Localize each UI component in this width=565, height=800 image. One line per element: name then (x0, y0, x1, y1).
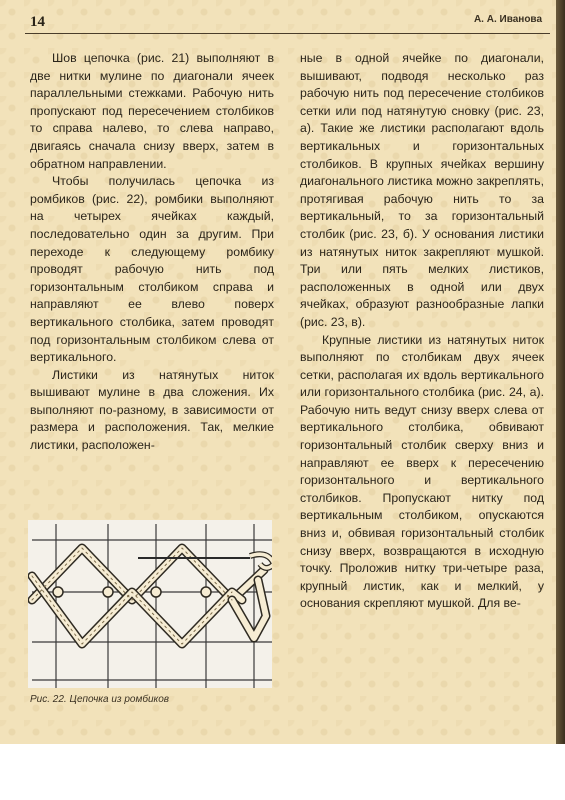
paragraph-small-leaves: ные в одной ячейке по диагонали, вышивают, подводя несколько раз рабочую нить под пересечение столбиков сетки или под натянутую сновку (рис. 23, а). Такие же листики располагают вдоль вертикальных и горизонтальных столбиков. В крупных ячейках вершину диагонального листика можно закреплять, протягивая рабочую нить то за вертикальный, то за горизонтальный столбик (рис. 23, б). У основания листики из натянутых ниток закрепляют мушкой. Три или пять мелких листиков, расположенных в одной или двух ячейках, образуют разнообразные лапки (рис. 23, в). (300, 51, 544, 329)
running-head-author: А. А. Иванова (473, 14, 542, 25)
right-column (300, 50, 544, 613)
paragraph-large-leaves: Крупные листики из натянутых ниток выполняют по столбикам двух ячеек сетки, располагая их вдоль вертикального или горизонтального столбика (рис. 24, а). Рабочую нить ведут снизу вверх слева от вертикального столбика, обвивают горизонтальный столбик сверху вниз и направляют ее вверх к пересечению горизонтального и вертикального столбиков. Пропускают нитку под вертикальным столбиком, опускаются вниз и, обвивая горизонтальный столбик снизу вверх, возвращаются в исходную точку. Проложив нитку три-четыре раза, крупный листик, как и мелкий, у основания скрепляют мушкой. Для ве- (300, 332, 544, 611)
left-column (30, 50, 274, 455)
figure-diamond-chain-illustration (28, 520, 272, 688)
header-rule (25, 33, 550, 34)
paragraph-leaves-intro: Листики из натянутых ниток вышивают мулине в два сложения. Их выполняют по-разному, в зависимости от размера и расположения. Так, мелкие листики, расположен- (30, 367, 274, 453)
paragraph-diamond-chain: Чтобы получилась цепочка из ромбиков (рис. 22), ромбики выполняют на четырех ячейках каждый, последовательно один за другим. При переходе к следующему ромбику проводят рабочую нить под горизонтальным столбиком справа и направляют ее влево поверх вертикального столбика, затем проводят под горизонтальным столбиком слева от вертикального. (30, 174, 274, 365)
figure-caption: Рис. 22. Цепочка из ромбиков (30, 694, 170, 705)
book-spine-edge (556, 0, 565, 744)
page-number: 14 (30, 14, 45, 30)
paragraph-chain-stitch: Шов цепочка (рис. 21) выполняют в две нитки мулине по диагонали ячеек параллельными стежками. Рабочую нить пропускают под пересечением столбиков то справа налево, то слева направо, двигаясь сначала снизу вверх, затем в обратном направлении. (30, 51, 274, 171)
